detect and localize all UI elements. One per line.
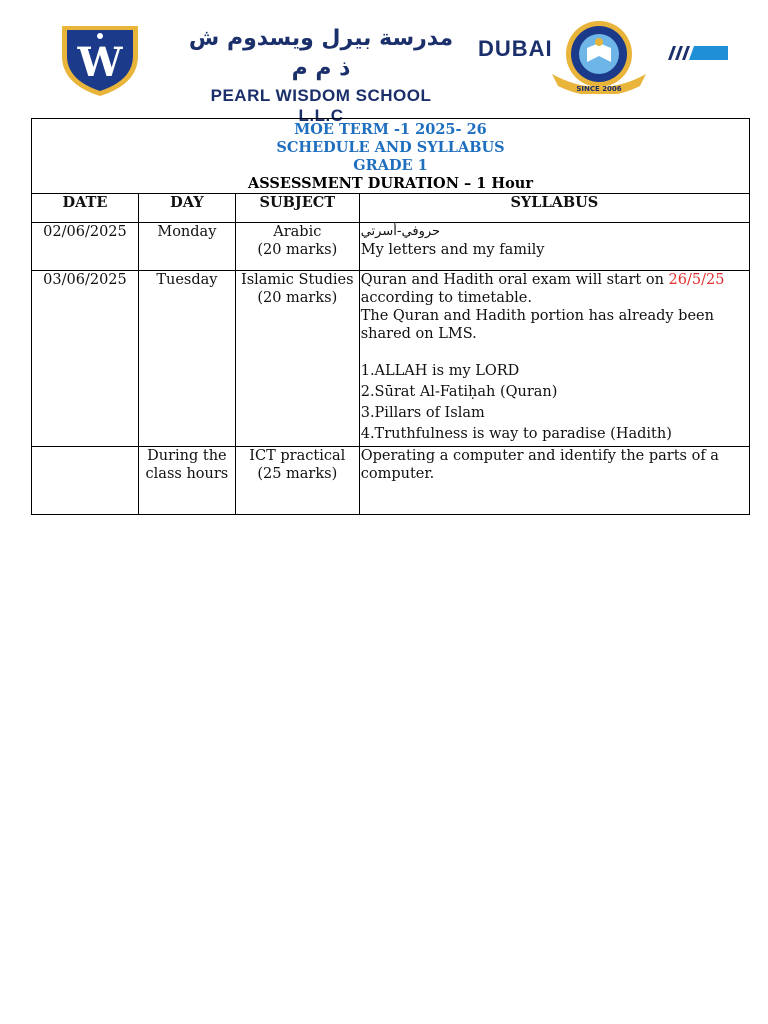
table-row — [32, 447, 750, 515]
schedule-table — [31, 118, 750, 515]
row-day: Tuesday — [138, 271, 235, 447]
syllabus-arabic: حروفي-أسرتي — [360, 224, 441, 239]
term-title: MOE TERM -1 2025- 26 — [294, 121, 487, 138]
schedule-title: SCHEDULE AND SYLLABUS — [276, 139, 505, 156]
dubai-logo: DUBAI — [478, 36, 553, 61]
syllabus-topic: 3.Pillars of Islam — [360, 405, 485, 421]
title-row — [32, 119, 750, 194]
column-header-syllabus: SYLLABUS — [359, 194, 749, 223]
grade-title: GRADE 1 — [353, 157, 428, 174]
syllabus-topic: 4.Truthfulness is way to paradise (Hadith) — [360, 426, 672, 442]
syllabus-intro-text: Quran and Hadith oral exam will start on — [360, 272, 664, 288]
row-day: Monday — [138, 223, 235, 271]
row-subject — [235, 271, 359, 447]
row-syllabus: Operating a computer and identify the parts of a computer. — [359, 447, 749, 515]
subject-name: Arabic — [273, 224, 322, 240]
table-row — [32, 223, 750, 271]
subject-marks: (25 marks) — [257, 466, 338, 482]
column-header-subject: SUBJECT — [235, 194, 359, 223]
page-header — [0, 0, 768, 125]
spacer — [361, 343, 748, 361]
syllabus-intro — [361, 271, 748, 289]
syllabus-topic: 1.ALLAH is my LORD — [360, 363, 520, 379]
logo-letter: W — [77, 39, 123, 86]
table-header-row — [32, 194, 750, 223]
subject-marks: (20 marks) — [257, 290, 338, 306]
subject-marks: (20 marks) — [257, 242, 338, 258]
stripe-decoration-icon — [664, 44, 728, 62]
syllabus-text: My letters and my family — [360, 242, 545, 258]
syllabus-note: The Quran and Hadith portion has already been shared on LMS. — [360, 308, 714, 342]
row-day: During the class hours — [138, 447, 235, 515]
syllabus-intro-cont: according to timetable. — [360, 290, 532, 306]
table-row — [32, 271, 750, 447]
row-date — [32, 447, 139, 515]
column-header-date: DATE — [32, 194, 139, 223]
school-name — [186, 24, 456, 126]
syllabus-topic: 2.Sūrat Al-Fatiḥah (Quran) — [360, 384, 558, 400]
row-date: 02/06/2025 — [32, 223, 139, 271]
document-title — [32, 119, 750, 194]
seal-text: SINCE 2006 — [576, 85, 622, 93]
assessment-duration: ASSESSMENT DURATION – 1 Hour — [248, 175, 533, 192]
oral-exam-date: 26/5/25 — [668, 272, 725, 288]
column-header-day: DAY — [138, 194, 235, 223]
subject-name: Islamic Studies — [240, 272, 354, 288]
row-date: 03/06/2025 — [32, 271, 139, 447]
row-syllabus — [359, 271, 749, 447]
school-shield-logo — [58, 18, 142, 98]
school-name-arabic: مدرسة بيرل ويسدوم ش ذ م م — [188, 26, 454, 81]
row-subject — [235, 223, 359, 271]
row-syllabus — [359, 223, 749, 271]
school-seal-icon — [544, 18, 654, 94]
subject-name: ICT practical — [249, 448, 346, 464]
row-subject — [235, 447, 359, 515]
school-name-english: PEARL WISDOM SCHOOL L.L.C — [210, 86, 432, 125]
